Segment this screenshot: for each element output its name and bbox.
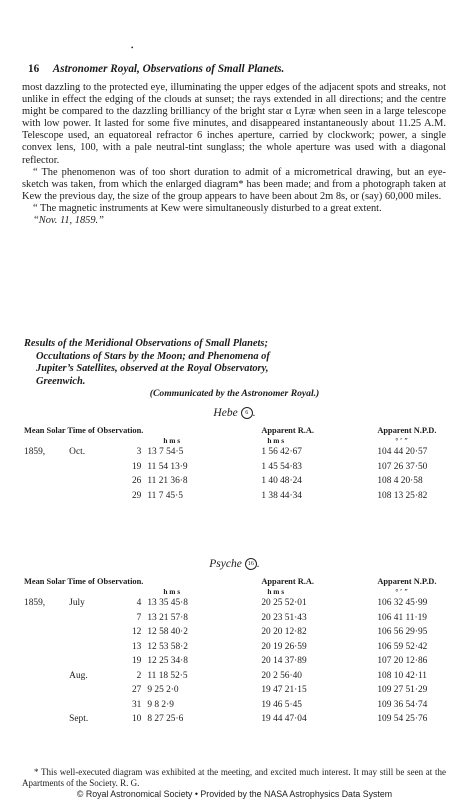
cell-day: 7 bbox=[136, 612, 142, 623]
cell-month bbox=[69, 640, 115, 655]
cell-year bbox=[24, 611, 69, 626]
hebe-symbol: 6 bbox=[241, 407, 253, 419]
cell-time: 11 18 52·5 bbox=[147, 670, 188, 681]
psyche-symbol: 16 bbox=[245, 558, 257, 570]
cell-time: 13 7 54·5 bbox=[147, 447, 184, 458]
observation-row bbox=[24, 712, 444, 727]
cell-day: 10 bbox=[131, 714, 142, 725]
cell-year bbox=[24, 683, 69, 698]
cell-year: 1859, bbox=[24, 598, 46, 609]
cell-month: July bbox=[69, 598, 85, 609]
cell-year bbox=[24, 474, 69, 489]
cell-day: 13 bbox=[131, 641, 142, 652]
cell-day: 29 bbox=[131, 490, 142, 501]
psyche-col-time: Mean Solar Time of Observation. bbox=[24, 577, 144, 586]
cell-npd: 106 32 45·99 bbox=[377, 598, 428, 609]
cell-year bbox=[24, 460, 69, 475]
credit-line: © Royal Astronomical Society • Provided by the NASA Astrophysics Data System bbox=[76, 789, 393, 799]
cell-time: 9 25 2·0 bbox=[147, 685, 179, 696]
cell-ra: 1 45 54·83 bbox=[261, 461, 302, 472]
cell-npd: 106 56 29·95 bbox=[377, 627, 428, 638]
cell-npd: 108 10 42·11 bbox=[377, 670, 427, 681]
hebe-npd-units: ° ′ ″ bbox=[395, 436, 409, 445]
hebe-ra-units: h m s bbox=[267, 436, 285, 445]
observation-row bbox=[24, 683, 444, 698]
cell-ra: 1 38 44·34 bbox=[261, 490, 302, 501]
cell-time: 13 35 45·8 bbox=[147, 598, 188, 609]
cell-npd: 109 54 25·76 bbox=[377, 714, 428, 725]
cell-month bbox=[69, 474, 115, 489]
cell-time: 11 21 36·8 bbox=[147, 476, 188, 487]
observation-row bbox=[24, 669, 444, 684]
psyche-col-ra: Apparent R.A. bbox=[261, 577, 315, 586]
paragraph-1: most dazzling to the protected eye, illuminating the upper edges of the adjacent spots and streaks, not unlike in effect the edging of the clouds at sunset; the rays extended in all directions; and the centre might be compared to the dazzling brilliancy of the bright star α Lyræ when seen in a large telescope with low power. It lasted for some five minutes, and disappeared instantaneously about 11.25 A.M. Telescope used, an equatoreal refractor 6 inches aperture, carried by clockwork; power, a single convex lens, 100, with a pale neutral-tint sunglass; the whole aperture was used with a diagonal reflector. bbox=[22, 82, 446, 166]
psyche-ra-units: h m s bbox=[267, 587, 285, 596]
hebe-heading: Hebe 6 . bbox=[213, 407, 256, 419]
cell-day: 2 bbox=[136, 670, 142, 681]
cell-day: 27 bbox=[131, 685, 142, 696]
psyche-name: Psyche bbox=[209, 558, 242, 570]
cell-time: 9 8 2·9 bbox=[147, 699, 174, 710]
hebe-col-time: Mean Solar Time of Observation. bbox=[24, 426, 144, 435]
observation-row bbox=[24, 698, 444, 713]
observation-row bbox=[24, 640, 444, 655]
cell-month bbox=[69, 625, 115, 640]
cell-ra: 20 20 12·82 bbox=[261, 627, 307, 638]
observation-row bbox=[24, 489, 444, 504]
section-title-line-2: Occultations of Stars by the Moon; and Phenomena of bbox=[36, 350, 270, 362]
cell-month bbox=[69, 489, 115, 504]
footnote bbox=[22, 767, 446, 789]
cell-ra: 20 19 26·59 bbox=[261, 641, 307, 652]
observation-row bbox=[24, 596, 444, 611]
page-header bbox=[28, 63, 448, 75]
cell-month bbox=[69, 460, 115, 475]
cell-time: 11 54 13·9 bbox=[147, 461, 188, 472]
cell-month: Oct. bbox=[69, 447, 86, 458]
cell-ra: 20 23 51·43 bbox=[261, 612, 307, 623]
cell-ra: 19 47 21·15 bbox=[261, 685, 307, 696]
section-title-line-4: Greenwich. bbox=[36, 375, 86, 387]
cell-npd: 106 59 52·42 bbox=[377, 641, 428, 652]
cell-ra: 20 25 52·01 bbox=[261, 598, 307, 609]
psyche-rows bbox=[24, 596, 444, 727]
cell-day: 4 bbox=[136, 598, 142, 609]
cell-day: 3 bbox=[136, 447, 142, 458]
cell-month bbox=[69, 611, 115, 626]
psyche-time-units: h m s bbox=[163, 587, 181, 596]
cell-ra: 1 56 42·67 bbox=[261, 447, 302, 458]
paragraph-3: “ The magnetic instruments at Kew were simultaneously disturbed to a great extent. bbox=[33, 202, 382, 214]
hebe-time-units: h m s bbox=[163, 436, 181, 445]
hebe-rows bbox=[24, 445, 444, 503]
cell-day: 26 bbox=[131, 476, 142, 487]
paragraph-2: “ The phenomenon was of too short duration to admit of a micrometrical drawing, but an eye-sketch was taken, from which the enlarged diagram* has been made; and from a photograph taken at Kew the previous day, the size of the group appears to have been about 2m 8s, or (say) 60,000 miles. bbox=[22, 166, 446, 202]
cell-npd: 109 27 51·29 bbox=[377, 685, 428, 696]
cell-year: 1859, bbox=[24, 447, 46, 458]
cell-day: 12 bbox=[131, 627, 142, 638]
cell-npd: 106 41 11·19 bbox=[377, 612, 427, 623]
cell-npd: 107 26 37·50 bbox=[377, 461, 428, 472]
cell-npd: 108 13 25·82 bbox=[377, 490, 428, 501]
psyche-heading: Psyche 16 . bbox=[209, 558, 260, 570]
cell-time: 8 27 25·6 bbox=[147, 714, 184, 725]
cell-time: 12 25 34·8 bbox=[147, 656, 188, 667]
cell-day: 19 bbox=[131, 461, 142, 472]
observation-row bbox=[24, 460, 444, 475]
running-title: Astronomer Royal, Observations of Small Planets. bbox=[52, 63, 285, 75]
cell-ra: 20 14 37·89 bbox=[261, 656, 307, 667]
hebe-table bbox=[24, 425, 444, 503]
date-line: “Nov. 11, 1859.” bbox=[33, 215, 104, 227]
page-number: 16 bbox=[28, 63, 40, 75]
psyche-col-npd: Apparent N.P.D. bbox=[377, 577, 437, 586]
cell-npd: 109 36 54·74 bbox=[377, 699, 428, 710]
cell-ra: 19 44 47·04 bbox=[261, 714, 307, 725]
cell-npd: 107 20 12·86 bbox=[377, 656, 428, 667]
cell-time: 13 21 57·8 bbox=[147, 612, 188, 623]
footnote-text: * This well-executed diagram was exhibited at the meeting, and excited much interest. It may still be seen at the Apartments of the Society. R. G. bbox=[22, 767, 446, 788]
cell-year bbox=[24, 698, 69, 713]
hebe-col-npd: Apparent N.P.D. bbox=[377, 426, 437, 435]
cell-npd: 108 4 20·58 bbox=[377, 476, 423, 487]
cell-year bbox=[24, 654, 69, 669]
section-title-line-1: Results of the Meridional Observations of Small Planets; bbox=[24, 338, 268, 349]
observation-row bbox=[24, 654, 444, 669]
cell-month: Sept. bbox=[69, 714, 89, 725]
observation-row bbox=[24, 445, 444, 460]
cell-day: 19 bbox=[131, 656, 142, 667]
cell-time: 12 58 40·2 bbox=[147, 627, 188, 638]
cell-time: 11 7 45·5 bbox=[147, 490, 183, 501]
print-mark: • bbox=[131, 44, 134, 52]
cell-ra: 1 40 48·24 bbox=[261, 476, 302, 487]
section-title bbox=[24, 338, 444, 388]
cell-day: 31 bbox=[131, 699, 142, 710]
cell-month bbox=[69, 654, 115, 669]
cell-year bbox=[24, 489, 69, 504]
body-text bbox=[22, 82, 446, 227]
observation-row bbox=[24, 611, 444, 626]
psyche-table bbox=[24, 576, 444, 727]
cell-month: Aug. bbox=[69, 670, 88, 681]
observation-row bbox=[24, 474, 444, 489]
cell-month bbox=[69, 698, 115, 713]
communicated-note: (Communicated by the Astronomer Royal.) bbox=[149, 388, 320, 399]
section-title-line-3: Jupiter’s Satellites, observed at the Royal Observatory, bbox=[36, 363, 269, 374]
cell-month bbox=[69, 683, 115, 698]
cell-ra: 20 2 56·40 bbox=[261, 670, 302, 681]
cell-year bbox=[24, 669, 69, 684]
cell-ra: 19 46 5·45 bbox=[261, 699, 302, 710]
cell-year bbox=[24, 640, 69, 655]
psyche-npd-units: ° ′ ″ bbox=[395, 587, 409, 596]
cell-time: 12 53 58·2 bbox=[147, 641, 188, 652]
hebe-col-ra: Apparent R.A. bbox=[261, 426, 315, 435]
cell-year bbox=[24, 625, 69, 640]
cell-npd: 104 44 20·57 bbox=[377, 447, 428, 458]
cell-year bbox=[24, 712, 69, 727]
hebe-name: Hebe bbox=[213, 407, 238, 419]
observation-row bbox=[24, 625, 444, 640]
